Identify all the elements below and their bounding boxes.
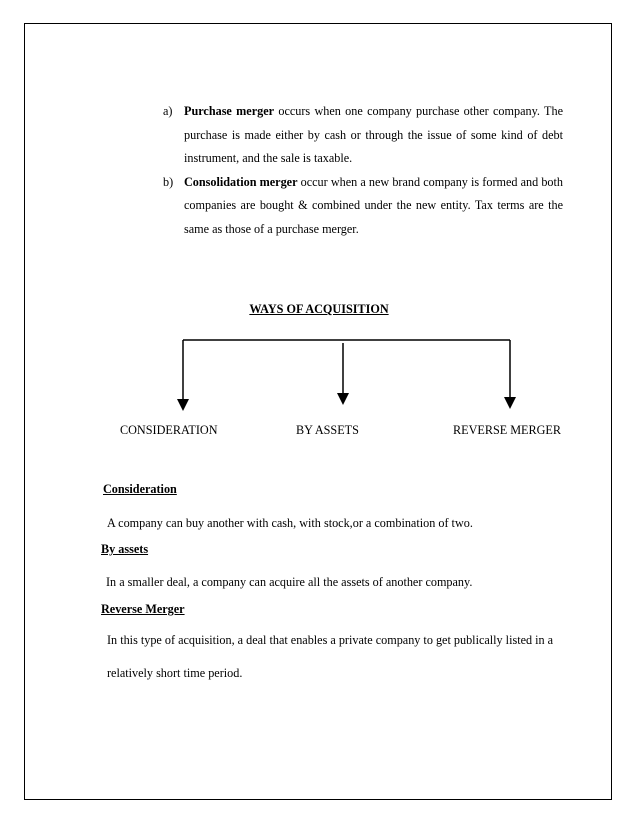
heading-by-assets: By assets: [101, 542, 149, 556]
branch-reverse-merger: REVERSE MERGER: [453, 423, 562, 437]
paragraph-by-assets: In a smaller deal, a company can acquire all the assets of another company.: [106, 575, 473, 589]
branch-consideration: CONSIDERATION: [120, 423, 218, 437]
list-marker: a): [163, 104, 173, 118]
list-marker: b): [163, 174, 174, 189]
heading-reverse-merger: Reverse Merger: [101, 602, 185, 616]
paragraph-reverse-merger-line-1: In this type of acquisition, a deal that enables a private company to get publically listed in a: [107, 633, 554, 647]
diagram-title-text: WAYS OF ACQUISITION: [249, 302, 389, 316]
paragraph-reverse-merger-line-2: relatively short time period.: [107, 666, 243, 680]
paragraph-consideration: A company can buy another with cash, with stock,or a combination of two.: [107, 516, 473, 530]
definition-text: occur when a new brand company is formed and both companies are bought & combined under the new entity. Tax terms are the same as those of a purchase merger.: [184, 174, 564, 236]
definition-text: occurs when one company purchase other company. The purchase is made either by cash or through the issue of some kind of debt instrument, and the sale is taxable.: [184, 104, 563, 165]
term-purchase-merger: Purchase merger: [184, 104, 275, 118]
heading-consideration: Consideration: [103, 482, 177, 496]
branch-by-assets: BY ASSETS: [296, 423, 359, 437]
term-consolidation-merger: Consolidation merger: [184, 174, 298, 189]
